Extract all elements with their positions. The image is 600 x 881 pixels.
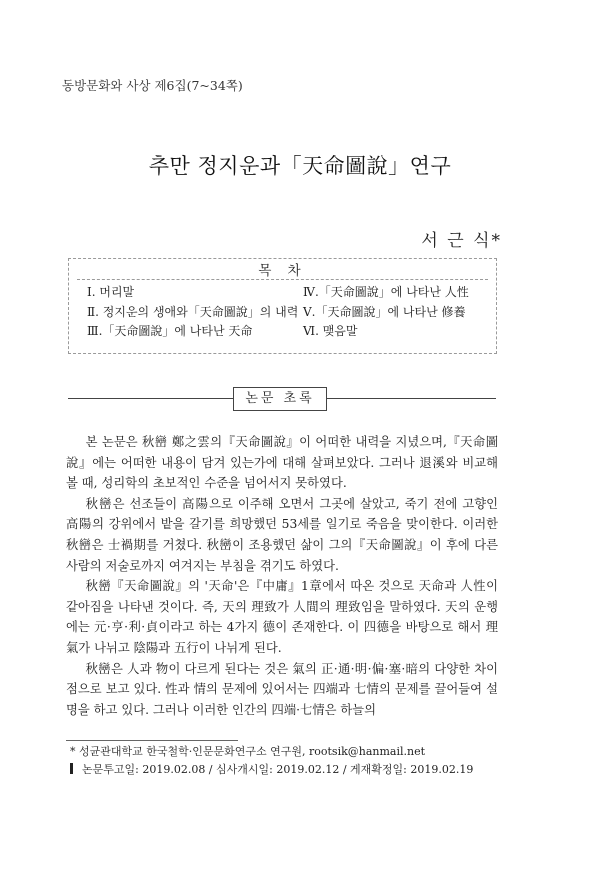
toc-heading: 목 차 — [258, 263, 307, 279]
author-name: 서 근 식* — [421, 231, 502, 251]
toc-item: Ⅲ.「天命圖說」에 나타난 天命 — [87, 324, 253, 338]
abstract-paragraph: 秋巒은 선조들이 高陽으로 이주해 오면서 그곳에 살았고, 죽기 전에 고향인 高陽의 강위에서 밭을 갈기를 희망했던 53세를 일기로 죽음을 맞이한다. 이러한 秋巒은 士禍期를 거쳤다. 秋巒이 조용했던 삶이 그의『天命圖說』이 후에 다른 사람의 저술로까지 여겨지는 부침을 겪기도 하였다. — [66, 496, 498, 573]
abstract-paragraph: 秋巒은 人과 物이 다르게 된다는 것은 氣의 正·通·明·偏·塞·暗의 다양한 차이점으로 보고 있다. 性과 情의 문제에 있어서는 四端과 七情의 문제를 끌어들여 설명을 하고 있다. 그러나 이러한 인간의 四端·七情은 하늘의 — [66, 661, 498, 717]
footnote-affiliation: * 성균관대학교 한국철학·인문문화연구소 연구원, rootsik@hanmail.net — [70, 745, 426, 758]
paper-title: 추만 정지운과「天命圖說」연구 — [148, 154, 452, 178]
toc-item: Ⅵ. 맺음말 — [303, 324, 358, 338]
footnote-dates-row — [70, 761, 473, 779]
footnote — [70, 743, 473, 779]
bar-marker-icon — [70, 763, 73, 774]
toc-item: Ⅰ. 머리말 — [87, 285, 135, 299]
toc-column-right — [303, 283, 469, 342]
abstract-label: 논문 초록 — [233, 387, 327, 411]
abstract-paragraph: 秋巒『天命圖說』의 '天命'은『中庸』1章에서 따온 것으로 天命과 人性이 같아짐을 나타낸 것이다. 즉, 天의 理致가 人間의 理致임을 말하였다. 天의 운행에는 元·亨·利·貞이라고 하는 4가지 德이 존재한다. 이 四德을 바탕으로 해서 理氣가 나뉘고 陰陽과 五行이 나뉘게 된다. — [66, 579, 498, 655]
toc-item: Ⅱ. 정지운의 생애와「天命圖說」의 내력 — [87, 304, 299, 319]
toc-item: Ⅴ.「天命圖說」에 나타난 修養 — [303, 304, 466, 319]
journal-header: 동방문화와 사상 제6집(7~34쪽) — [62, 78, 243, 93]
footnote-rule — [66, 740, 238, 741]
table-of-contents — [68, 258, 497, 354]
toc-column-left — [87, 283, 298, 342]
toc-item: Ⅳ.「天命圖說」에 나타난 人性 — [303, 285, 469, 299]
footnote-dates: 논문투고일: 2019.02.08 / 심사개시일: 2019.02.12 / 게재확정일: 2019.02.19 — [82, 763, 474, 776]
abstract-paragraph: 본 논문은 秋巒 鄭之雲의『天命圖說』이 어떠한 내력을 지녔으며,『天命圖說』에는 어떠한 내용이 담겨 있는가에 대해 살펴보았다. 그러나 退溪와 비교해 볼 때, 성리학의 초보적인 수준을 넘어서지 못하였다. — [66, 435, 498, 491]
abstract-body — [66, 432, 498, 720]
toc-divider — [77, 279, 488, 280]
